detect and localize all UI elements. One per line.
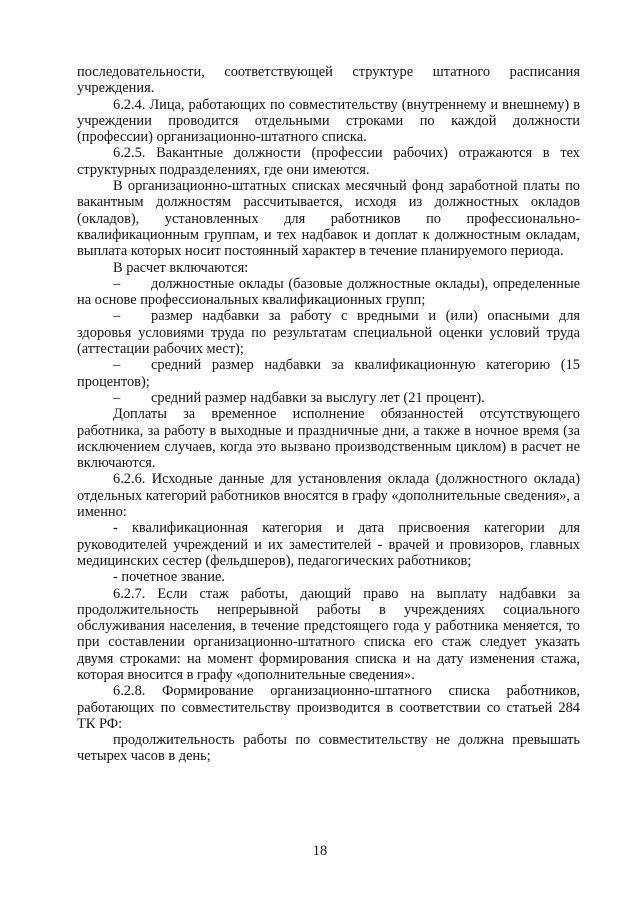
list-item-seniority — [77, 390, 580, 406]
list-item-text: средний размер надбавки за выслугу лет (21 процент). — [151, 389, 485, 406]
paragraph-work-duration: продолжительность работы по совместительству не должна превышать четырех часов в день; — [77, 732, 580, 765]
list-item-base-salary — [77, 276, 580, 309]
paragraph-included-heading: В расчет включаются: — [113, 259, 249, 276]
list-item-text: должностные оклады (базовые должностные оклады), определенные на основе профессиональных квалификационных групп; — [77, 275, 580, 309]
paragraph-extra-payments: Доплаты за временное исполнение обязанностей отсутствующего работника, за работу в выходные и праздничные дни, а также в ночное время (за исключением случаев, когда это вызвано производственным циклом) в расчет не включаются. — [77, 406, 580, 472]
list-item-qualification-category — [77, 357, 580, 390]
list-item-harmful-conditions — [77, 308, 580, 357]
list-item-honorary-title: - почетное звание. — [113, 569, 225, 586]
paragraph-6-2-8: 6.2.8. Формирование организационно-штатного списка работников, работающих по совместительству производится в соответствии со статьей 284 ТК РФ: — [77, 683, 580, 732]
paragraph-continuation: последовательности, соответствующей структуре штатного расписания учреждения. — [77, 64, 580, 97]
paragraph-6-2-4: 6.2.4. Лица, работающих по совместительству (внутреннему и внешнему) в учреждении проводится отдельными строками по каждой должности (профессии) организационно-штатного списка. — [77, 96, 580, 146]
dash-marker: – — [113, 308, 121, 325]
paragraph-6-2-6: 6.2.6. Исходные данные для установления оклада (должностного оклада) отдельных категорий работников вносятся в графу «дополнительные сведения», а именно: — [77, 471, 580, 521]
document-page — [77, 64, 580, 765]
list-item-text: средний размер надбавки за квалификационную категорию (15 процентов); — [77, 357, 580, 390]
list-item-qualification-date: - квалификационная категория и дата присвоения категории для руководителей учреждений и их заместителей - врачей и провизоров, главных медицинских сестер (фельдшеров), педагогических работников; — [77, 520, 580, 569]
page-number: 18 — [312, 843, 328, 859]
dash-marker: – — [113, 389, 121, 406]
paragraph-6-2-5: 6.2.5. Вакантные должности (профессии рабочих) отражаются в тех структурных подразделениях, где они имеются. — [77, 145, 580, 178]
list-item-text: размер надбавки за работу с вредными и (или) опасными для здоровья условиями труда по результатам специальной оценки условий труда (аттестации рабочих мест); — [77, 308, 580, 358]
dash-marker: – — [113, 275, 121, 292]
paragraph-payroll-fund: В организационно-штатных списках месячный фонд заработной платы по вакантным должностям рассчитывается, исходя из должностных окладов (окладов), установленных для работников по профессионально-квалификационным группам, и тех надбавок и доплат к должностным окладам, выплата которых носит постоянный характер в течение планируемого периода. — [77, 178, 580, 260]
paragraph-6-2-7: 6.2.7. Если стаж работы, дающий право на выплату надбавки за продолжительность непрерывной работы в учреждениях социального обслуживания населения, в течение предстоящего года у работника меняется, то при составлении организационно-штатного списка его стаж следует указать двумя строками: на момент формирования списка и на дату изменения стажа, которая вносится в графу «дополнительные сведения». — [77, 585, 580, 683]
dash-marker: – — [113, 357, 121, 374]
